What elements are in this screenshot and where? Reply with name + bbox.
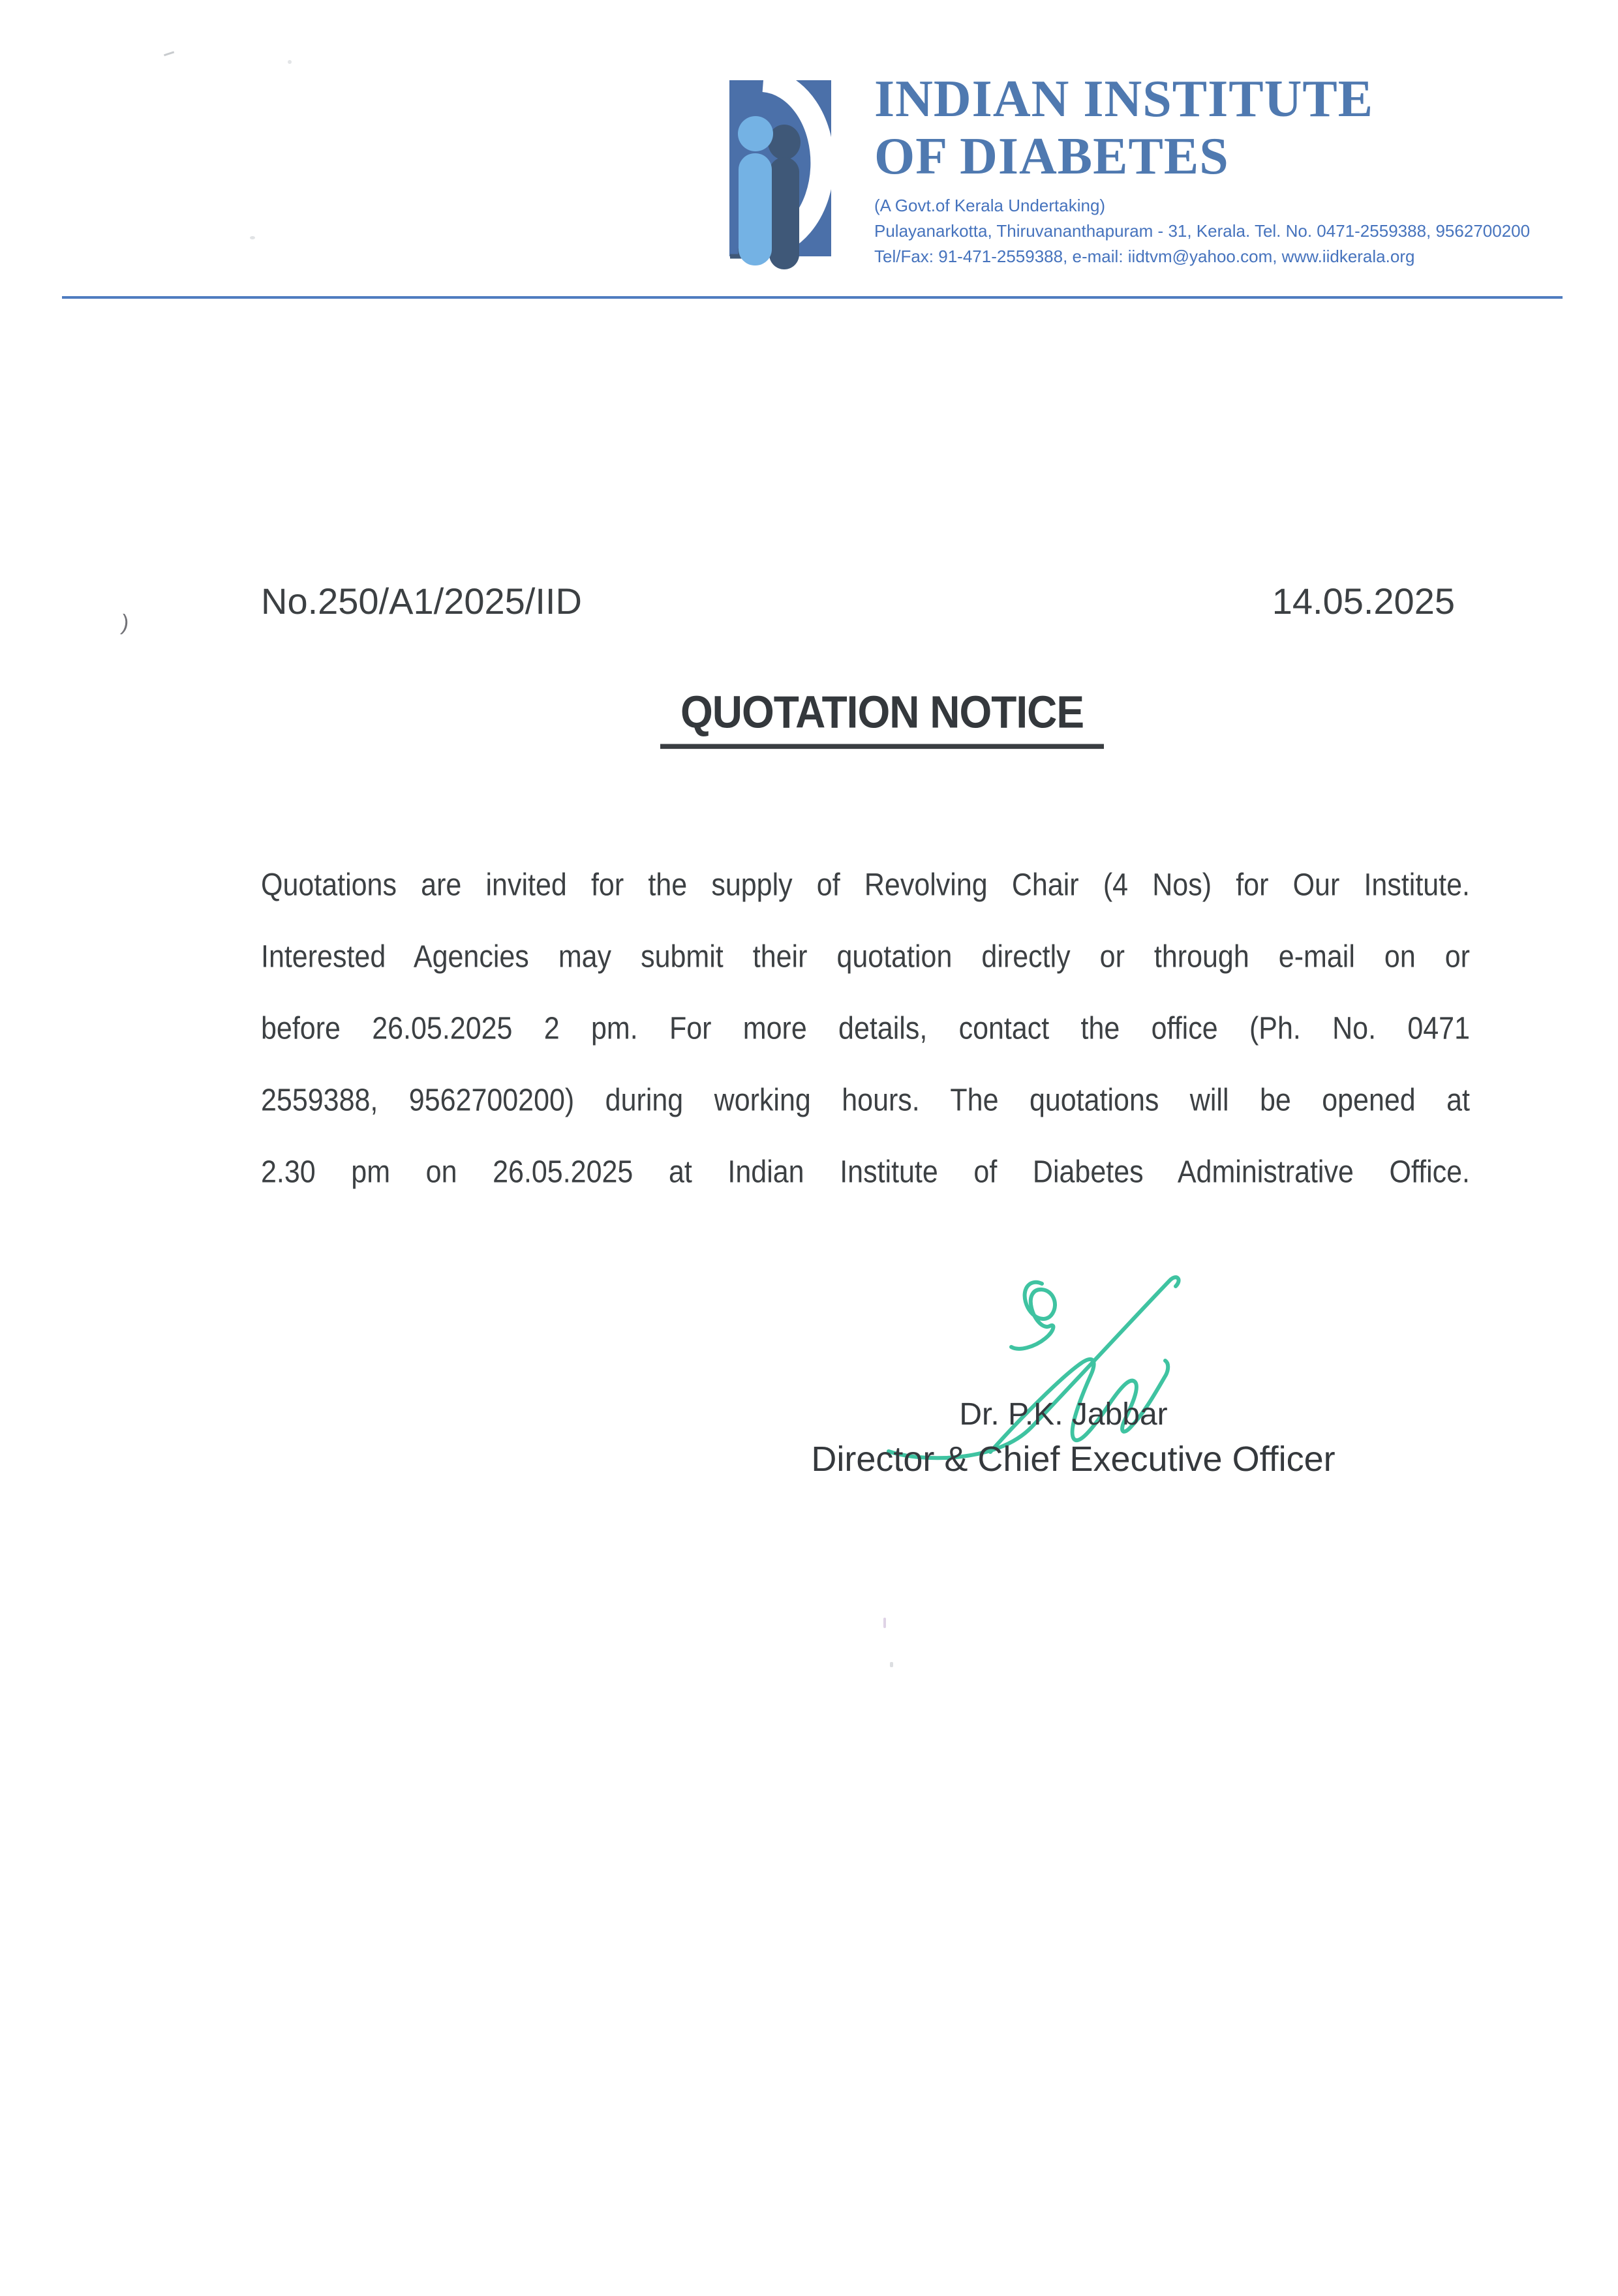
document-date: 14.05.2025 (1272, 581, 1455, 622)
scan-artifact (288, 60, 292, 64)
body-line: 2.30 pm on 26.05.2025 at Indian Institute of Diabetes Administrative Office. (261, 1155, 1470, 1190)
reference-row (261, 581, 1455, 622)
scan-artifact (162, 47, 174, 56)
org-name-line1: INDIAN INSTITUTE (874, 70, 1374, 128)
document-title: QUOTATION NOTICE (660, 686, 1104, 749)
signatory-name: Dr. P.K. Jabbar (959, 1397, 1168, 1432)
reference-number: No.250/A1/2025/IID (261, 581, 582, 622)
scan-artifact (883, 1618, 886, 1628)
letterhead-divider (62, 296, 1563, 299)
scan-artifact: ) (119, 610, 130, 636)
institute-logo (714, 75, 845, 280)
body-line: before 26.05.2025 2 pm. For more details, contact the office (Ph. No. 0471 (261, 1011, 1470, 1046)
notice-body (261, 849, 1470, 1208)
scan-artifact (250, 236, 255, 239)
body-line: Interested Agencies may submit their quotation directly or through e-mail on or (261, 939, 1470, 974)
signatory-designation: Director & Chief Executive Officer (811, 1440, 1336, 1479)
org-name-line2: OF DIABETES (874, 128, 1229, 185)
body-line: Quotations are invited for the supply of Revolving Chair (4 Nos) for Our Institute. (261, 868, 1470, 903)
scan-artifact (890, 1662, 893, 1667)
iid-person-d-monogram-icon (714, 75, 845, 280)
letterhead-text (874, 70, 1530, 269)
org-tagline: (A Govt.of Kerala Undertaking) (874, 196, 1106, 215)
body-line: 2559388, 9562700200) during working hours. The quotations will be opened at (261, 1083, 1470, 1118)
org-address-line: Pulayanarkotta, Thiruvananthapuram - 31, Kerala. Tel. No. 0471-2559388, 9562700200 (874, 221, 1531, 241)
org-contact-line: Tel/Fax: 91-471-2559388, e-mail: iidtvm@yahoo.com, www.iidkerala.org (874, 247, 1415, 266)
